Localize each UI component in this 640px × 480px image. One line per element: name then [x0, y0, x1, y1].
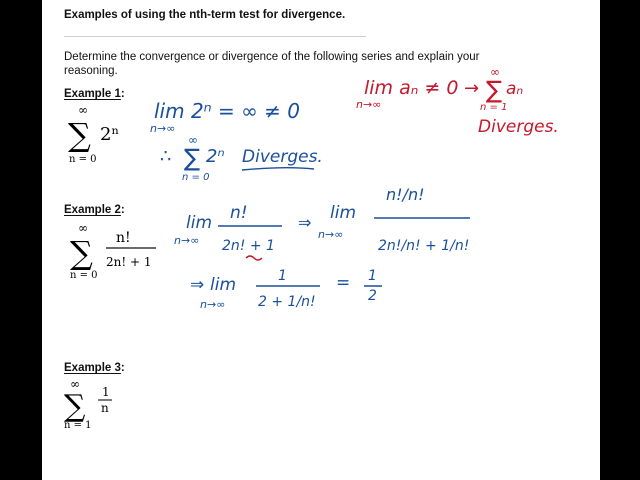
ex2-step3-denominator: 2 + 1/n!	[258, 294, 316, 310]
ex2-lower-limit: n = 0	[70, 270, 98, 281]
ex2-sigma: ∑	[70, 234, 93, 272]
example-1-solution	[146, 90, 346, 186]
ex2-numerator: n!	[116, 230, 131, 246]
example-1-colon: :	[120, 88, 125, 100]
example-2-solution	[170, 176, 490, 316]
ex3-lower-limit: n = 1	[64, 420, 92, 431]
rule-arrow: →	[464, 78, 480, 99]
rule-sigma-lower: n = 1	[480, 102, 508, 113]
rule-sigma-upper: ∞	[490, 65, 500, 79]
ex1-term: 2ⁿ	[100, 124, 120, 145]
example-1-label-text: Example 1	[64, 88, 121, 100]
rule-sigma: ∑	[486, 76, 503, 104]
ex2-step1-numerator: n!	[230, 203, 248, 223]
ex3-upper-limit: ∞	[70, 378, 80, 391]
ex1-limit-subscript: n→∞	[150, 122, 176, 135]
ex2-equals: =	[336, 273, 351, 293]
problem-instructions: Determine the convergence or divergence of the following series and explain your reasoning.	[64, 51, 480, 77]
example-1-label	[64, 88, 125, 100]
ex1-therefore-symbol: ∴	[160, 146, 172, 167]
ex2-upper-limit: ∞	[78, 221, 88, 235]
ex3-sigma: ∑	[64, 389, 86, 424]
ex1-upper-limit: ∞	[78, 104, 88, 117]
ex2-result-numerator: 1	[368, 268, 377, 284]
ex1-conclusion-underline	[242, 168, 314, 170]
example-2-label	[64, 204, 125, 216]
ex3-numerator: 1	[102, 385, 110, 399]
page-title: Examples of using the nth-term test for divergence.	[64, 9, 346, 21]
document-page	[42, 0, 600, 480]
rule-conclusion: Diverges.	[478, 117, 559, 137]
title-divider	[64, 36, 366, 37]
rule-limit-subscript: n→∞	[356, 98, 382, 111]
ex1-hw-term: 2ⁿ	[206, 146, 225, 167]
ex2-red-squiggle	[246, 256, 262, 260]
nth-term-rule-annotation	[342, 62, 562, 142]
example-3-series	[64, 378, 144, 432]
ex2-step1-denominator: 2n! + 1	[222, 238, 275, 254]
ex2-step2-numerator: n!/n!	[386, 185, 425, 204]
example-2-series	[64, 220, 164, 282]
ex2-step3-lim: lim	[210, 275, 237, 295]
ex1-lower-limit: n = 0	[69, 154, 97, 165]
ex1-sigma: ∑	[68, 116, 91, 154]
ex2-step1-subscript: n→∞	[174, 234, 200, 247]
ex1-hw-sigma: ∑	[184, 144, 201, 172]
ex1-hw-sigma-lower: n = 0	[182, 172, 210, 183]
ex2-step2-subscript: n→∞	[318, 228, 344, 241]
ex1-hw-sigma-upper: ∞	[188, 133, 198, 147]
rule-limit-expression: lim aₙ ≠ 0	[364, 77, 459, 99]
example-3-label-text: Example 3	[64, 362, 121, 374]
ex2-step3-numerator: 1	[278, 268, 287, 284]
ex2-implies-2: ⇒	[190, 275, 205, 295]
ex2-step1-lim: lim	[186, 213, 213, 233]
ex1-limit-line: lim 2ⁿ = ∞ ≠ 0	[154, 99, 300, 123]
example-2-colon: :	[120, 204, 125, 216]
example-1-series	[64, 104, 144, 166]
ex2-step3-subscript: n→∞	[200, 298, 226, 311]
ex3-denominator: n	[101, 401, 109, 415]
ex2-result-denominator: 2	[368, 288, 377, 304]
ex2-step2-lim: lim	[330, 203, 357, 223]
example-3-label	[64, 362, 125, 374]
rule-term: aₙ	[506, 79, 524, 99]
ex2-denominator: 2n! + 1	[106, 255, 152, 269]
ex2-implies-1: ⇒	[298, 213, 312, 232]
example-3-colon: :	[120, 362, 125, 374]
ex1-conclusion: Diverges.	[242, 147, 323, 167]
example-2-label-text: Example 2	[64, 204, 121, 216]
ex2-step2-denominator: 2n!/n! + 1/n!	[378, 238, 470, 254]
